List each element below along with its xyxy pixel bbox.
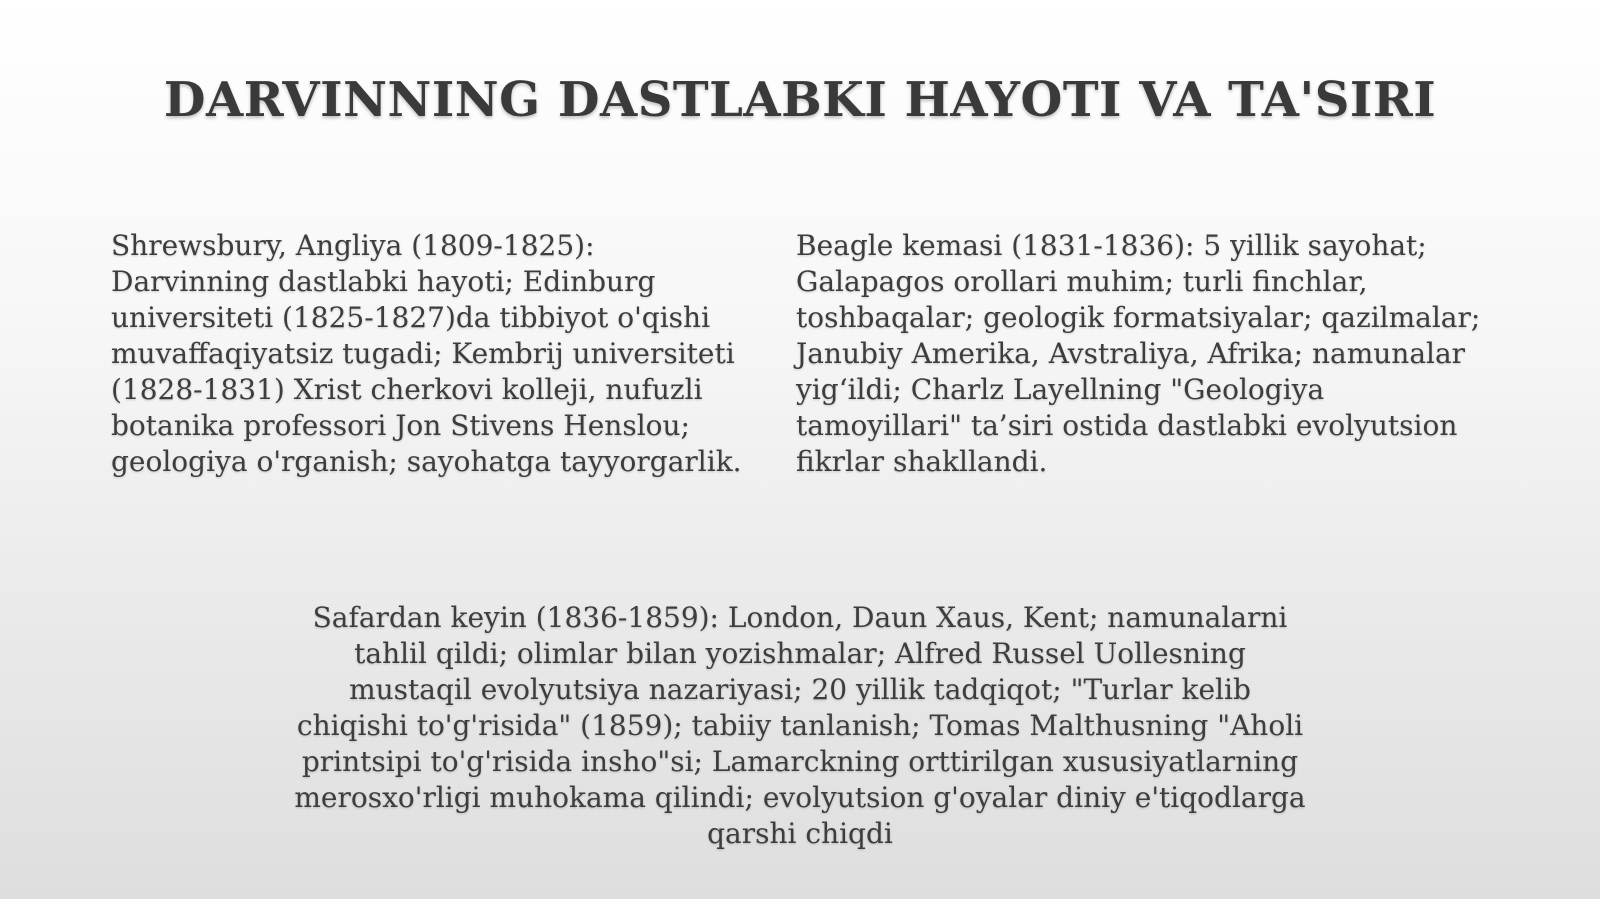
right-text-block — [796, 228, 1516, 480]
right-text-line: Janubiy Amerika, Avstraliya, Afrika; namunalar — [796, 337, 1466, 370]
slide-title: DARVINNING DASTLABKI HAYOTI VA TA'SIRI — [163, 72, 1437, 128]
left-text-line: universiteti (1825-1827)da tibbiyot o'qishi — [111, 301, 711, 334]
bottom-text-line: merosxo'rligi muhokama qilindi; evolyutsion g'oyalar diniy e'tiqodlarga — [294, 781, 1306, 814]
right-text-line: fikrlar shakllandi. — [796, 445, 1048, 478]
right-text-line: yig‘ildi; Charlz Layellning "Geologiya — [796, 373, 1325, 406]
bottom-text-line: printsipi to'g'risida insho"si; Lamarckning orttirilgan xususiyatlarning — [301, 745, 1299, 778]
left-text-line: geologiya o'rganish; sayohatga tayyorgarlik. — [111, 445, 742, 478]
right-text-line: tamoyillari" ta’siri ostida dastlabki evolyutsion — [796, 409, 1458, 442]
bottom-text-line: Safardan keyin (1836-1859): London, Daun Xaus, Kent; namunalarni — [312, 601, 1288, 634]
left-text-line: muvaffaqiyatsiz tugadi; Kembrij universiteti — [111, 337, 735, 370]
right-text-line: toshbaqalar; geologik formatsiyalar; qazilmalar; — [796, 301, 1481, 334]
bottom-text-line: qarshi chiqdi — [707, 817, 893, 850]
bottom-text-line: mustaqil evolyutsiya nazariyasi; 20 yillik tadqiqot; "Turlar kelib — [349, 673, 1251, 706]
left-text-line: Darvinning dastlabki hayoti; Edinburg — [111, 265, 656, 298]
left-text-block — [111, 228, 771, 480]
bottom-text-line: chiqishi to'g'risida" (1859); tabiiy tanlanish; Tomas Malthusning "Aholi — [296, 709, 1304, 742]
left-text-line: Shrewsbury, Angliya (1809-1825): — [111, 229, 595, 262]
right-text-line: Beagle kemasi (1831-1836): 5 yillik sayohat; — [796, 229, 1427, 262]
left-text-line: botanika professori Jon Stivens Henslou; — [111, 409, 690, 442]
right-text-line: Galapagos orollari muhim; turli finchlar, — [796, 265, 1368, 298]
bottom-text-line: tahlil qildi; olimlar bilan yozishmalar; Alfred Russel Uollesning — [354, 637, 1246, 670]
left-text-line: (1828-1831) Xrist cherkovi kolleji, nufuzli — [111, 373, 703, 406]
bottom-text-block — [250, 600, 1350, 852]
